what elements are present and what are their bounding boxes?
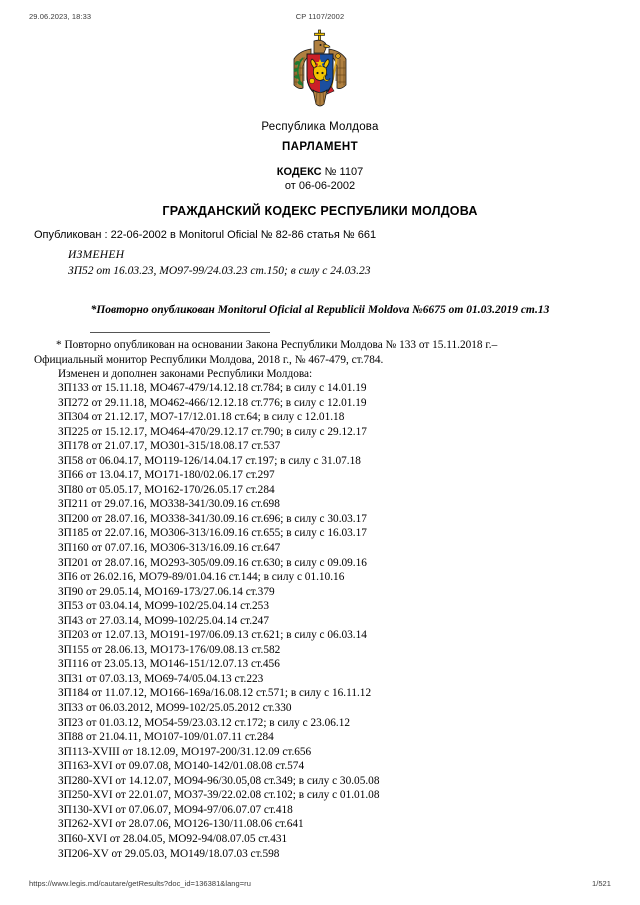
list-item: ЗП178 от 21.07.17, МО301-315/18.08.17 ст.537 [58,440,281,453]
list-item: ЗП200 от 28.07.16, МО338-341/30.09.16 ст.696; в силу с 30.03.17 [58,512,367,525]
print-header [0,12,640,26]
print-footer [0,879,640,893]
list-item: ЗП66 от 13.04.17, МО171-180/02.06.17 ст.297 [58,469,275,482]
republication-notice: *Повторно опубликован Monitorul Oficial al Republicii Moldova №6675 от 01.03.2019 ст.13 [90,304,550,316]
list-item: ЗП185 от 22.07.16, МО306-313/16.09.16 ст.655; в силу с 16.03.17 [58,527,367,540]
coat-of-arms-container [0,28,640,121]
list-item: ЗП304 от 21.12.17, МО7-17/12.01.18 ст.64; в силу с 12.01.18 [58,411,345,424]
list-item: ЗП225 от 15.12.17, МО464-470/29.12.17 ст.790; в силу с 29.12.17 [58,425,367,438]
list-item: ЗП184 от 11.07.12, МО166-169a/16.08.12 ст.571; в силу с 16.11.12 [58,687,372,700]
list-item: ЗП160 от 07.07.16, МО306-313/16.09.16 ст.647 [58,542,281,555]
list-item: ЗП211 от 29.07.16, МО338-341/30.09.16 ст.698 [58,498,280,511]
list-item: ЗП272 от 29.11.18, МО462-466/12.12.18 ст.776; в силу с 12.01.19 [58,396,367,409]
print-document-ref: CP 1107/2002 [295,12,345,21]
page-number: 1/521 [591,879,611,888]
list-item: ЗП250-XVI от 22.01.07, МО37-39/22.02.08 ст.102; в силу с 01.01.08 [58,789,380,802]
footnote-text-line2: Официальный монитор Республики Молдова, 2018 г., № 467-479, ст.784. [34,353,384,366]
amended-label: ИЗМЕНЕН [68,249,125,261]
footnote-separator [90,332,270,333]
page-title: ГРАЖДАНСКИЙ КОДЕКС РЕСПУБЛИКИ МОЛДОВА [162,204,478,218]
list-item: ЗП206-XV от 29.05.03, МО149/18.07.03 ст.598 [58,847,280,860]
list-item: ЗП201 от 28.07.16, МО293-305/09.09.16 ст.630; в силу с 09.09.16 [58,556,367,569]
list-item: ЗП33 от 06.03.2012, МО99-102/25.05.2012 ст.330 [58,702,292,715]
codex-number: № 1107 [324,166,364,178]
print-timestamp: 29.06.2023, 18:33 [29,12,92,21]
list-item: ЗП155 от 28.06.13, МО173-176/09.08.13 ст.582 [58,643,281,656]
list-item: ЗП6 от 26.02.16, МО79-89/01.04.16 ст.144; в силу с 01.10.16 [58,571,345,584]
amendment-list-header: Изменен и дополнен законами Республики Молдова: [58,368,313,380]
source-url: https://www.legis.md/cautare/getResults?doc_id=136381&lang=ru [29,879,251,888]
list-item: ЗП116 от 23.05.13, МО146-151/12.07.13 ст.456 [58,658,280,671]
list-item: ЗП43 от 27.03.14, МО99-102/25.04.14 ст.247 [58,614,269,627]
list-item: ЗП58 от 06.04.17, МО119-126/14.04.17 ст.197; в силу с 31.07.18 [58,454,361,467]
list-item: ЗП130-XVI от 07.06.07, МО94-97/06.07.07 ст.418 [58,803,293,816]
amendment-list [58,381,618,861]
list-item: ЗП163-XVI от 09.07.08, МО140-142/01.08.08 ст.574 [58,760,305,773]
codex-date: от 06-06-2002 [284,180,356,192]
list-item: ЗП90 от 29.05.14, МО169-173/27.06.14 ст.379 [58,585,275,598]
footnote-text-line1: * Повторно опубликован на основании Закона Республики Молдова № 133 от 15.11.2018 г.– [56,339,498,351]
list-item: ЗП23 от 01.03.12, МО54-59/23.03.12 ст.172; в силу с 23.06.12 [58,716,350,729]
country-name: Республика Молдова [261,121,379,133]
list-item: ЗП262-XVI от 28.07.06, МО126-130/11.08.06 ст.641 [58,818,304,831]
republication-footnote [34,338,608,367]
list-item: ЗП60-XVI от 28.04.05, МО92-94/08.07.05 ст.431 [58,832,288,845]
list-item: ЗП31 от 07.03.13, МО69-74/05.04.13 ст.223 [58,672,264,685]
codex-label: КОДЕКС [276,166,322,178]
list-item: ЗП113-XVIII от 18.12.09, МО197-200/31.12.09 ст.656 [58,745,312,758]
list-item: ЗП88 от 21.04.11, МО107-109/01.07.11 ст.284 [58,731,274,744]
list-item: ЗП53 от 03.04.14, МО99-102/25.04.14 ст.253 [58,600,269,613]
amended-entry: ЗП52 от 16.03.23, МО97-99/24.03.23 ст.150; в силу с 24.03.23 [68,265,371,277]
issuing-authority: ПАРЛАМЕНТ [281,141,359,153]
list-item: ЗП133 от 15.11.18, МО467-479/14.12.18 ст.784; в силу с 14.01.19 [58,382,367,394]
codex-line [0,166,640,178]
coat-of-arms-of-moldova-icon [283,28,357,116]
publication-info: Опубликован : 22-06-2002 в Monitorul Oficial № 82-86 статья № 661 [34,229,377,241]
list-item: ЗП280-XVI от 14.12.07, МО94-96/30.05,08 ст.349; в силу с 30.05.08 [58,774,380,787]
list-item: ЗП203 от 12.07.13, МО191-197/06.09.13 ст.621; в силу с 06.03.14 [58,629,367,642]
list-item: ЗП80 от 05.05.17, МО162-170/26.05.17 ст.284 [58,483,275,496]
